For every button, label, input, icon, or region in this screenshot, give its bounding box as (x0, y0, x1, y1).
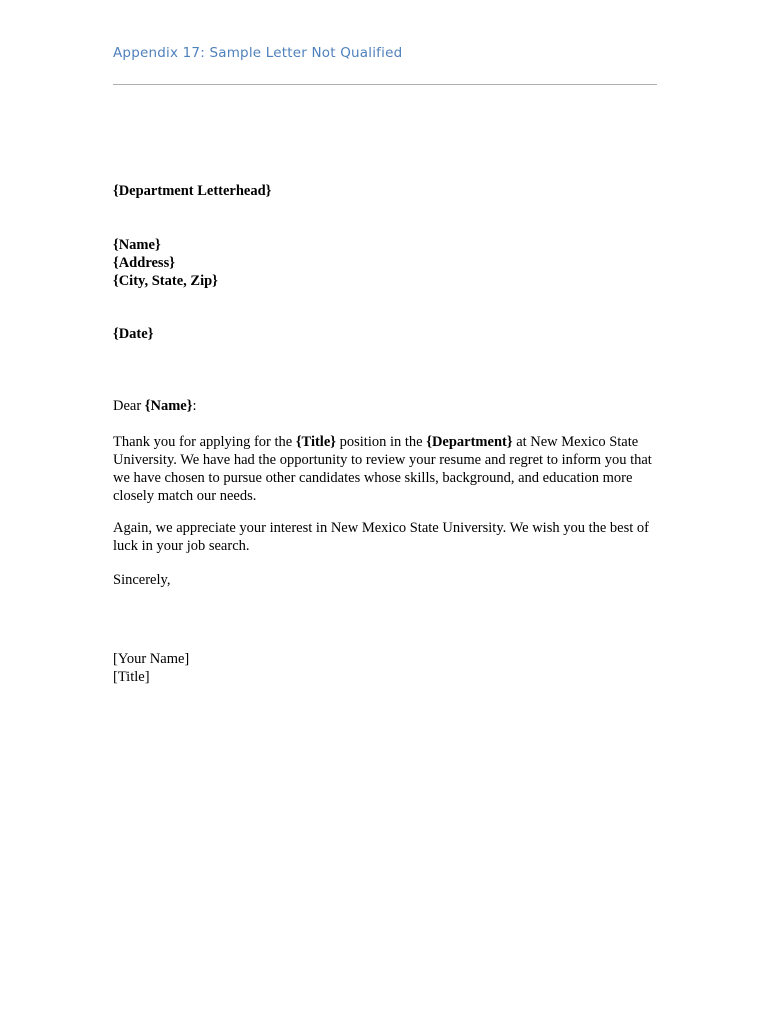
salutation (113, 397, 663, 415)
signature-title: [Title] (113, 669, 150, 685)
paragraph-1-text-a: Thank you for applying for the (113, 434, 296, 450)
recipient-city-state-zip: {City, State, Zip} (113, 273, 218, 289)
department-letterhead: {Department Letterhead} (113, 183, 272, 199)
salutation-name: {Name} (144, 398, 193, 414)
salutation-prefix: Dear (113, 398, 145, 414)
letter-date: {Date} (113, 326, 154, 342)
body-paragraph-1 (113, 433, 663, 505)
title-placeholder: {Title} (295, 434, 336, 450)
recipient-address-block (113, 236, 663, 290)
recipient-address: {Address} (113, 255, 175, 271)
signature-block (113, 650, 663, 686)
paragraph-1-text-c: at New Mexico State University. We have had the opportunity to review your resume and regret to inform you that we have chosen to pursue other candidates whose skills, background, and education more closely match our needs. (113, 434, 652, 504)
paragraph-1-text-b: position in the (336, 434, 427, 450)
header-divider (113, 84, 657, 85)
recipient-name: {Name} (113, 237, 161, 253)
paragraph-2-text: Again, we appreciate your interest in New Mexico State University. We wish you the best of luck in your job search. (113, 520, 649, 554)
signature-name: [Your Name] (113, 651, 190, 667)
salutation-suffix: : (192, 398, 197, 414)
closing: Sincerely, (113, 572, 171, 588)
page-header-title: Appendix 17: Sample Letter Not Qualified (113, 45, 403, 61)
body-paragraph-2 (113, 519, 663, 555)
department-placeholder: {Department} (426, 434, 513, 450)
